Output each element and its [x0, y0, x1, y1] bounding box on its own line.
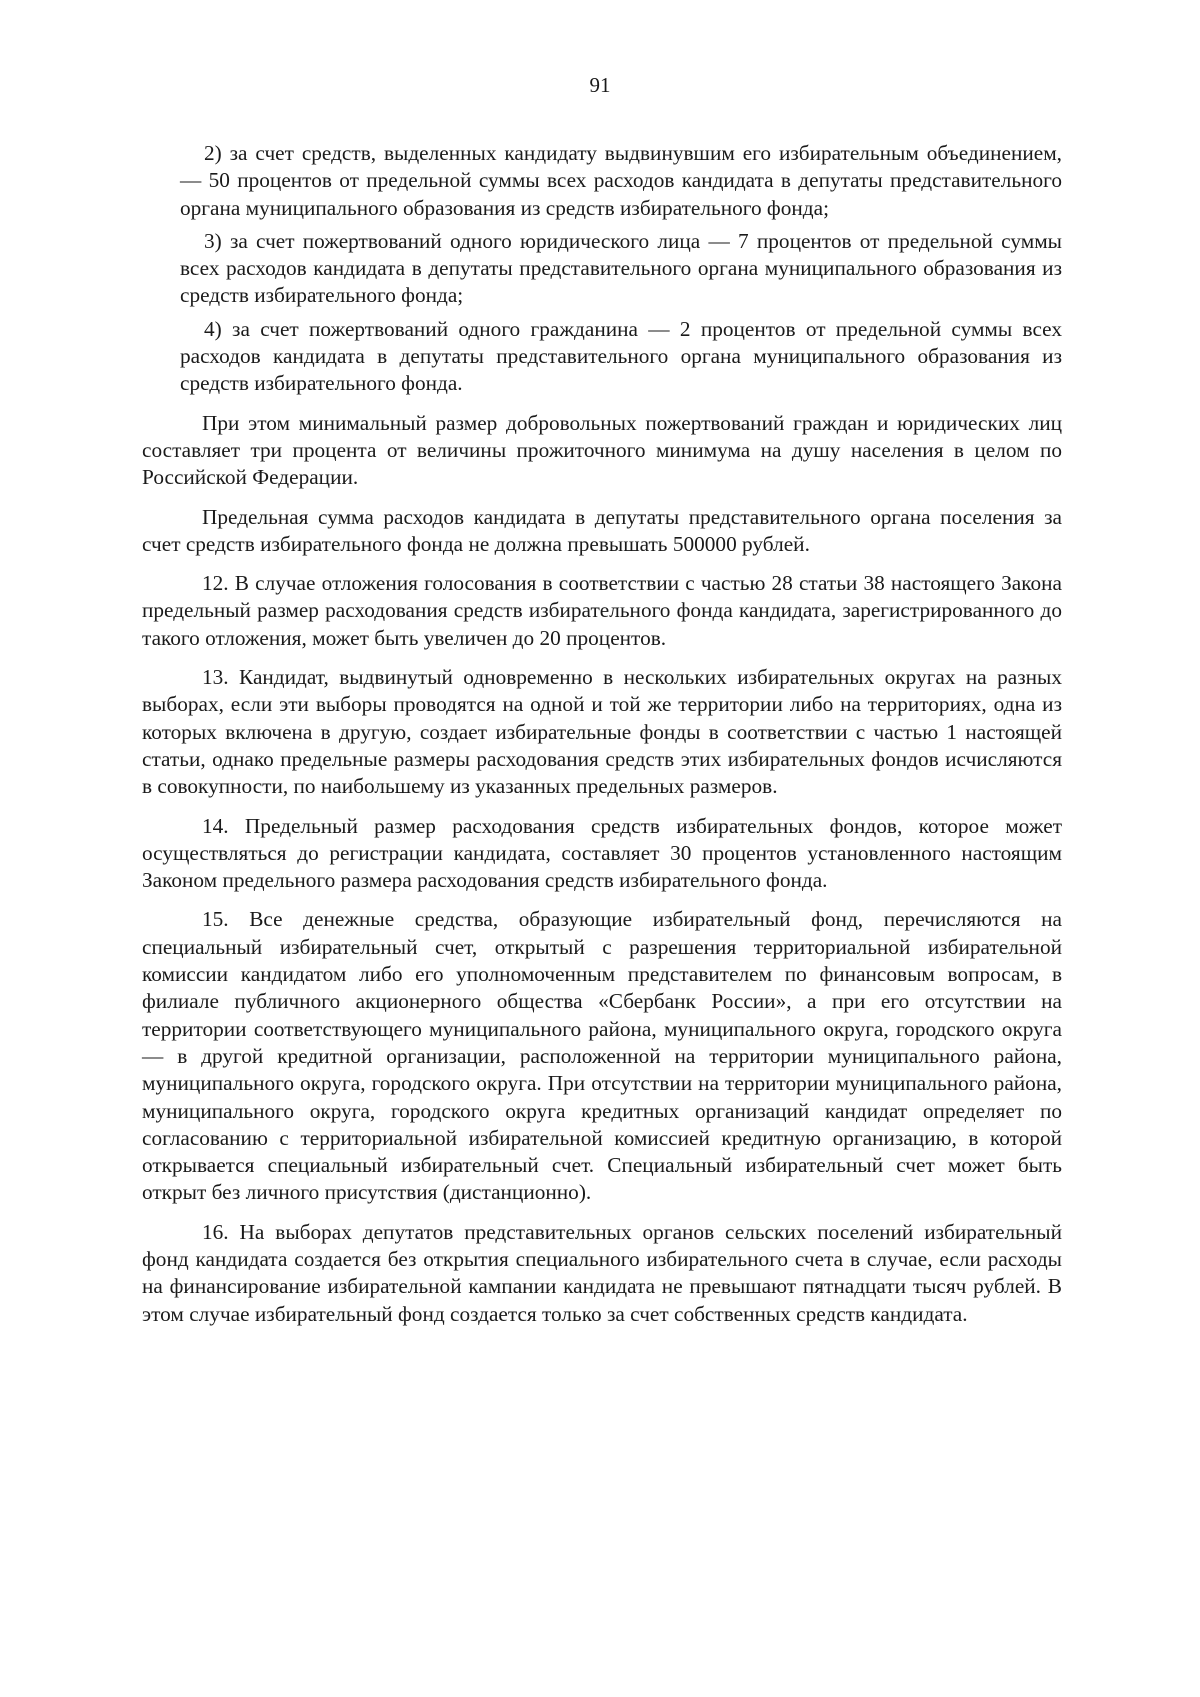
- clause-15: 15. Все денежные средства, образующие избирательный фонд, перечисляются на специальный избирательный счет, открытый с разрешения территориальной избирательной комиссии кандидатом либо его уполномоченным представителем по финансовым вопросам, в филиале публичного акционерного общества «Сбербанк России», а при его отсутствии на территории соответствующего муниципального района, муниципального округа, городского округа — в другой кредитной организации, расположенной на территории муниципального района, муниципального округа, городского округа. При отсутствии на территории муниципального района, муниципального округа, городского округа кредитных организаций кандидат определяет по согласованию с территориальной избирательной комиссией кредитную организацию, в которой открывается специальный избирательный счет. Специальный избирательный счет может быть открыт без личного присутствия (дистанционно).: [142, 907, 1062, 1205]
- clause-14: 14. Предельный размер расходования средств избирательных фондов, которое может осуществляться до регистрации кандидата, составляет 30 процентов установленного настоящим Законом предельного размера расходования средств избирательного фонда.: [142, 813, 1062, 893]
- list-item-3: 3) за счет пожертвований одного юридического лица — 7 процентов от предельной суммы всех расходов кандидата в депутаты представительного органа муниципального образования из средств избирательного фонда;: [180, 228, 1062, 308]
- page-number: 91: [589, 73, 611, 97]
- list-item-2: 2) за счет средств, выделенных кандидату выдвинувшим его избирательным объединением, — 50 процентов от предельной суммы всех расходов кандидата в депутаты представительного органа муниципального образования из средств избирательного фонда;: [180, 141, 1062, 220]
- clause-16: 16. На выборах депутатов представительных органов сельских поселений избирательный фонд кандидата создается без открытия специального избирательного счета в случае, если расходы на финансирование избирательной кампании кандидата не превышают пятнадцати тысяч рублей. В этом случае избирательный фонд создается только за счет собственных средств кандидата.: [142, 1219, 1062, 1326]
- paragraph-limit-sum: Предельная сумма расходов кандидата в депутаты представительного органа поселения за счет средств избирательного фонда не должна превышать 500000 рублей.: [142, 504, 1062, 556]
- clause-12: 12. В случае отложения голосования в соответствии с частью 28 статьи 38 настоящего Закона предельный размер расходования средств избирательного фонда кандидата, зарегистрированного до такого отложения, может быть увеличен до 20 процентов.: [142, 571, 1062, 650]
- paragraph-minimum-donation: При этом минимальный размер добровольных пожертвований граждан и юридических лиц составляет три процента от величины прожиточного минимума на душу населения в целом по Российской Федерации.: [142, 410, 1062, 490]
- document-body: [142, 140, 1062, 1328]
- list-item-4: 4) за счет пожертвований одного гражданина — 2 процентов от предельной суммы всех расходов кандидата в депутаты представительного органа муниципального образования из средств избирательного фонда.: [180, 316, 1062, 396]
- clause-13: 13. Кандидат, выдвинутый одновременно в нескольких избирательных округах на разных выборах, если эти выборы проводятся на одной и той же территории либо на территориях, одна из которых включена в другую, создает избирательные фонды в соответствии с частью 1 настоящей статьи, однако предельные размеры расходования средств этих избирательных фондов исчисляются в совокупности, по наибольшему из указанных предельных размеров.: [142, 665, 1062, 799]
